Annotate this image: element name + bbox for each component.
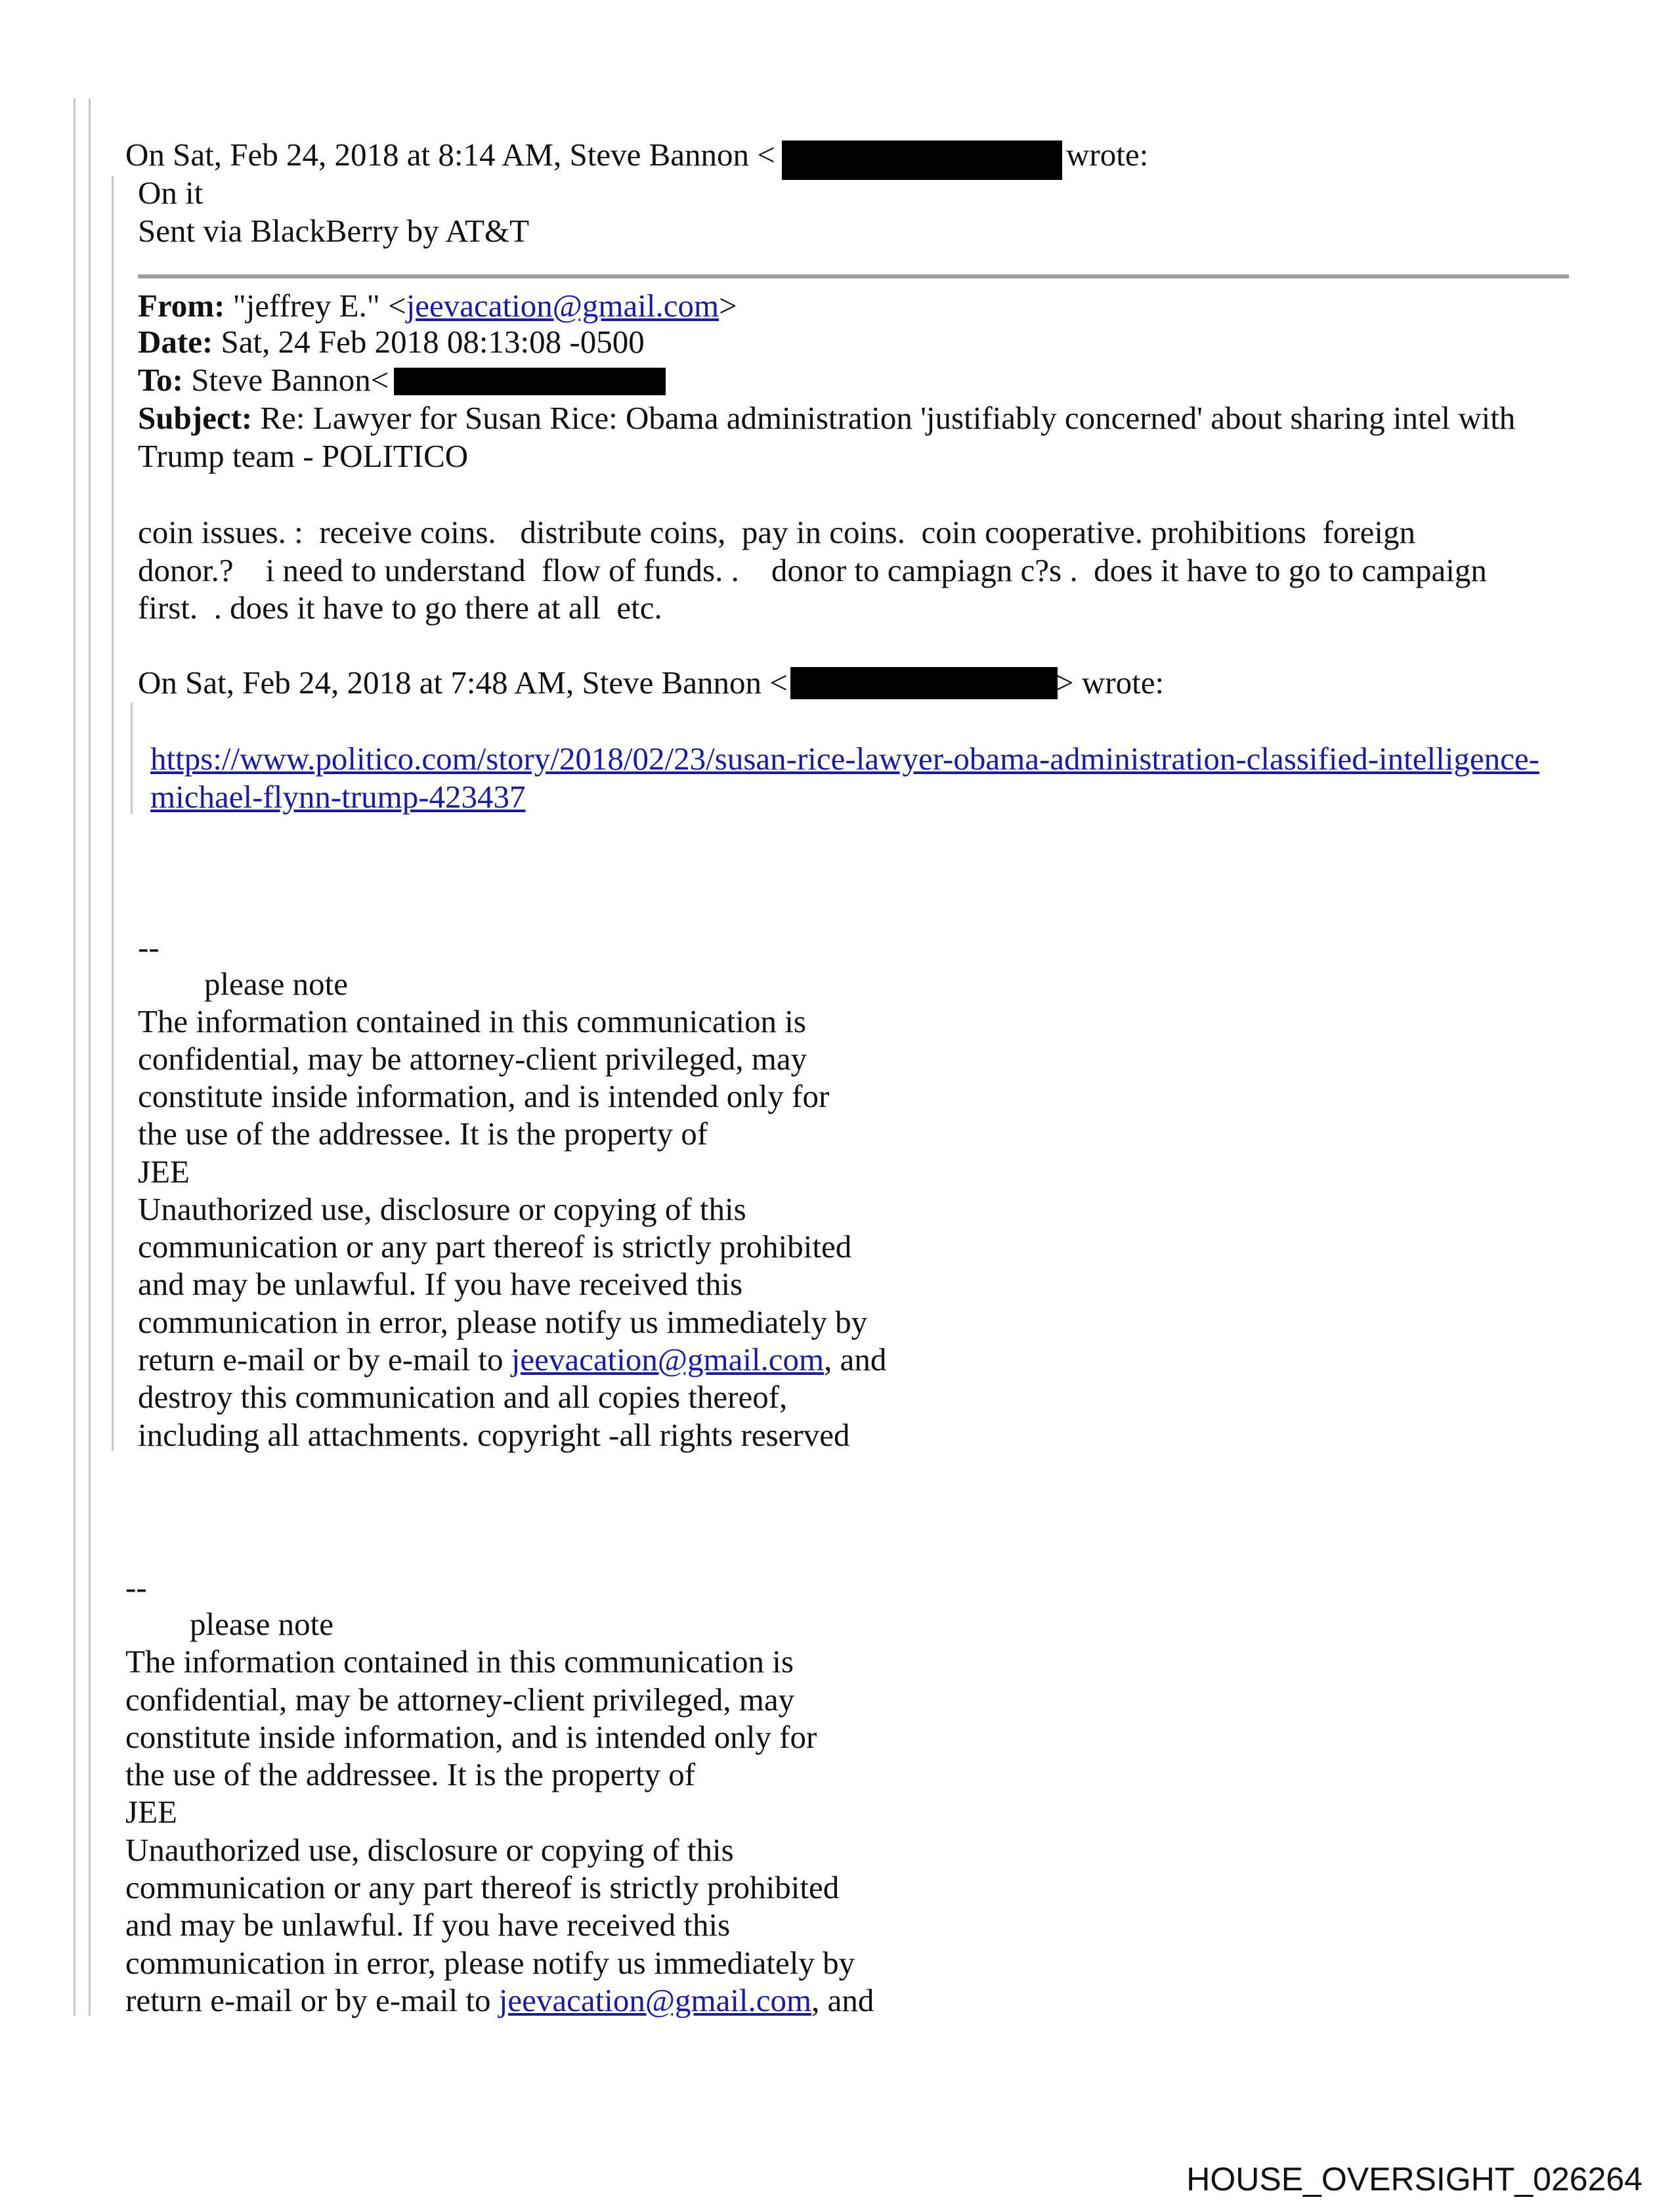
- date-row: [138, 323, 645, 360]
- reply-header-suffix: wrote:: [1066, 137, 1149, 173]
- redaction-box: [790, 667, 1058, 699]
- sig-return-suffix: , and: [824, 1341, 887, 1377]
- article-link-line[interactable]: https://www.politico.com/story/2018/02/23/susan-rice-lawyer-obama-administration-classified-intelligence-: [150, 741, 1539, 777]
- to-row: [138, 361, 389, 399]
- sig-dashes: --: [125, 1569, 147, 1605]
- sig-line: JEE: [138, 1154, 190, 1190]
- quoted-header: On Sat, Feb 24, 2018 at 7:48 AM, Steve Bannon <: [138, 664, 788, 701]
- quote-bar-outer-2: [89, 98, 91, 2016]
- article-link[interactable]: [150, 740, 1539, 777]
- article-link-cont[interactable]: [150, 778, 526, 815]
- sig-note: please note: [190, 1606, 334, 1642]
- from-email-link[interactable]: jeevacation@gmail.com: [406, 288, 719, 324]
- sig-return-line: [138, 1341, 886, 1378]
- from-name: "jeffrey E." <: [232, 288, 406, 324]
- body-line: donor.? i need to understand flow of funds. . donor to campiagn c?s . does it have to go to campaign: [138, 552, 1487, 588]
- sig-line: Unauthorized use, disclosure or copying of this: [138, 1191, 746, 1227]
- redaction-box: [782, 141, 1062, 180]
- sig-line: communication or any part thereof is strictly prohibited: [138, 1228, 852, 1265]
- sig-return-prefix: return e-mail or by e-mail to: [138, 1341, 511, 1377]
- subject-row: [138, 399, 1515, 437]
- date-label: Date:: [138, 324, 213, 360]
- body-line: first. . does it have to go there at all etc.: [138, 590, 662, 626]
- quote-bar-link: [131, 703, 133, 814]
- sig-return-line: [125, 1982, 874, 2019]
- to-label: To:: [138, 362, 184, 398]
- sig-return-prefix: return e-mail or by e-mail to: [125, 1982, 499, 2018]
- bates-number: HOUSE_OVERSIGHT_026264: [1186, 2161, 1642, 2198]
- to-value: Steve Bannon<: [191, 362, 389, 398]
- reply-header-prefix: On Sat, Feb 24, 2018 at 8:14 AM, Steve Bannon <: [125, 137, 775, 173]
- sig-return-suffix: , and: [811, 1982, 874, 2018]
- sig-line: Unauthorized use, disclosure or copying of this: [125, 1832, 734, 1868]
- sig-line: the use of the addressee. It is the property of: [125, 1756, 696, 1792]
- subject-text: Re: Lawyer for Susan Rice: Obama administration 'justifiably concerned' about sharing intel with: [260, 400, 1516, 436]
- date-value: Sat, 24 Feb 2018 08:13:08 -0500: [221, 324, 645, 360]
- sig-note: please note: [204, 966, 349, 1002]
- quote-bar-outer: [74, 98, 75, 2016]
- sig-dashes: --: [138, 929, 160, 965]
- from-label: From:: [138, 288, 225, 324]
- sig-line: JEE: [125, 1794, 177, 1830]
- sig-line: and may be unlawful. If you have received this: [125, 1907, 731, 1943]
- sig-line: constitute inside information, and is intended only for: [125, 1719, 817, 1755]
- sig-line: constitute inside information, and is intended only for: [138, 1078, 830, 1114]
- sig-line: communication in error, please notify us immediately by: [138, 1304, 868, 1340]
- reply-header: [125, 136, 775, 173]
- sig-line: including all attachments. copyright -all rights reserved: [138, 1417, 850, 1453]
- subject-continued: Trump team - POLITICO: [138, 438, 469, 474]
- subject-label: Subject:: [138, 400, 253, 436]
- from-close: >: [719, 288, 737, 324]
- sig-line: the use of the addressee. It is the property of: [138, 1116, 708, 1152]
- divider: [138, 274, 1569, 278]
- quote-bar-inner: [112, 176, 114, 1451]
- quoted-header-suffix: > wrote:: [1056, 664, 1165, 701]
- sig-email-link[interactable]: jeevacation@gmail.com: [511, 1341, 825, 1377]
- sig-line: confidential, may be attorney-client privileged, may: [138, 1041, 807, 1077]
- sig-line: The information contained in this communication is: [125, 1643, 794, 1680]
- reply-signature-line: Sent via BlackBerry by AT&T: [138, 213, 530, 249]
- article-link-line[interactable]: michael-flynn-trump-423437: [150, 779, 526, 815]
- sig-line: The information contained in this communication is: [138, 1003, 806, 1039]
- sig-line: destroy this communication and all copies thereof,: [138, 1379, 788, 1415]
- sig-line: and may be unlawful. If you have received this: [138, 1266, 743, 1302]
- sig-line: communication or any part thereof is strictly prohibited: [125, 1869, 840, 1905]
- sig-line: communication in error, please notify us immediately by: [125, 1945, 855, 1981]
- from-row: [138, 287, 737, 324]
- reply-body-line: On it: [138, 175, 204, 211]
- sig-email-link[interactable]: jeevacation@gmail.com: [498, 1982, 812, 2018]
- sig-line: confidential, may be attorney-client privileged, may: [125, 1681, 795, 1718]
- body-line: coin issues. : receive coins. distribute coins, pay in coins. coin cooperative. prohibitions foreign: [138, 514, 1415, 550]
- redaction-box: [394, 368, 666, 395]
